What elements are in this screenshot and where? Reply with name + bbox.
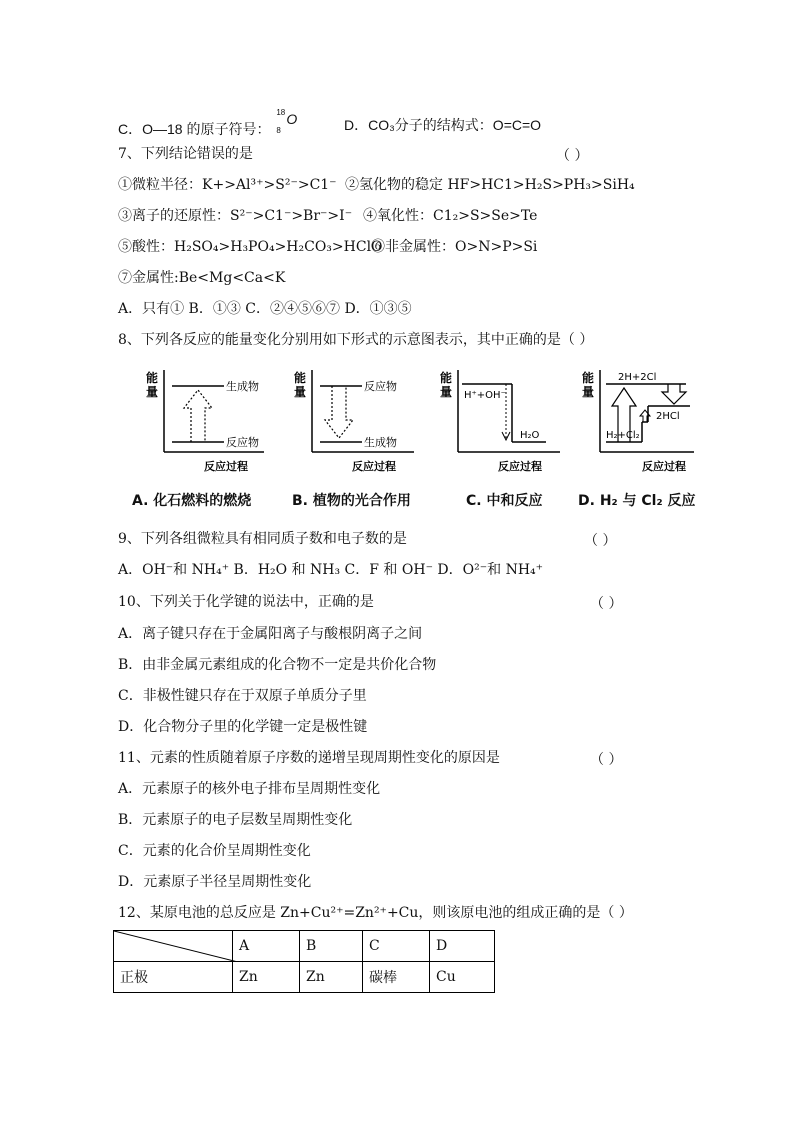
q10-option-b: B．由非金属元素组成的化合物不一定是共价化合物: [118, 657, 437, 673]
q8d-ylabel-1: 能: [582, 371, 595, 385]
q12-diagonal-line: [114, 931, 238, 962]
q8d-down-arrow: [662, 384, 686, 404]
q11-answer-paren: （ ）: [590, 752, 623, 768]
q12-cell-b: Zn: [300, 962, 363, 993]
q10-option-d: D．化合物分子里的化学键一定是极性键: [118, 719, 368, 735]
q12-header-c: C: [363, 931, 430, 962]
q6-mass-number: 18: [276, 108, 286, 117]
q10-option-c: C．非极性键只存在于双原子单质分子里: [118, 688, 367, 704]
q6-isotope-symbol: [274, 108, 300, 135]
q12-data-row: [114, 962, 495, 993]
q8b-bottom-label: 生成物: [364, 436, 397, 449]
q7-statement-7: ⑦金属性:Be<Mg<Ca<K: [118, 270, 286, 286]
q8c-top-label: H⁺+OH⁻: [464, 390, 506, 401]
q12-table: [113, 930, 495, 993]
q11-option-c: C．元素的化合价呈周期性变化: [118, 843, 311, 859]
q9-options: A．OH⁻和 NH₄⁺ B．H₂O 和 NH₃ C．F 和 OH⁻ D．O²⁻和 NH₄⁺: [118, 562, 544, 578]
q10-option-a: A．离子键只存在于金属阳离子与酸根阴离子之间: [118, 626, 423, 642]
q8b-xlabel: 反应过程: [352, 460, 396, 473]
q6-element-symbol: O: [286, 111, 298, 127]
q8d-mid-label: 2HCl: [656, 411, 680, 422]
q11-option-a: A．元素原子的核外电子排布呈周期性变化: [118, 781, 381, 797]
q8d-xlabel: 反应过程: [642, 460, 686, 473]
q12-header-row: [114, 931, 495, 962]
q7-statement-5: ⑤酸性：H₂SO₄>H₃PO₄>H₂CO₃>HClO: [118, 239, 383, 255]
q10-stem: 10、下列关于化学键的说法中，正确的是: [118, 594, 374, 610]
q8a-ylabel-2: 量: [146, 385, 159, 399]
q9-stem: 9、下列各组微粒具有相同质子数和电子数的是: [118, 531, 407, 547]
q8b-down-arrow: [325, 386, 353, 438]
q6-option-d: D．CO₃分子的结构式：O=C=O: [344, 117, 542, 133]
q12-header-b: B: [300, 931, 363, 962]
q8c-bottom-label: H₂O: [520, 430, 540, 441]
q8b-ylabel-2: 量: [294, 385, 307, 399]
q8a-bottom-label: 反应物: [226, 436, 259, 449]
q8-caption-d: D. H₂ 与 Cl₂ 反应: [578, 493, 696, 509]
q8d-ylabel-2: 量: [582, 385, 595, 399]
q12-diagonal-cell: [114, 931, 233, 962]
q7-statement-6: ⑥非金属性：O>N>P>Si: [371, 239, 538, 255]
q7-statement-2: ②氢化物的稳定 HF>HC1>H₂S>PH₃>SiH₄: [345, 177, 635, 193]
q12-header-d: D: [430, 931, 495, 962]
q11-stem: 11、元素的性质随着原子序数的递增呈现周期性变化的原因是: [118, 750, 500, 766]
q7-answer-paren: （ ）: [556, 148, 589, 164]
q11-option-d: D．元素原子半径呈周期性变化: [118, 874, 312, 890]
q8-caption-b: B. 植物的光合作用: [292, 493, 411, 509]
q8d-bottom-label: H₂+Cl₂: [606, 430, 640, 441]
q12-header-a: A: [233, 931, 300, 962]
q8-caption-a: A. 化石燃料的燃烧: [132, 493, 252, 509]
q8-caption-c: C. 中和反应: [466, 493, 543, 509]
q12-cell-c: 碳棒: [363, 962, 430, 993]
q8a-ylabel-1: 能: [146, 371, 159, 385]
q8a-xlabel: 反应过程: [204, 460, 248, 473]
q6-option-c: [118, 108, 300, 138]
q12-row-label: 正极: [114, 962, 233, 993]
q10-answer-paren: （ ）: [590, 596, 623, 612]
q6-option-c-text: C．O—18 的原子符号：: [118, 121, 271, 137]
q6-atomic-number: 8: [276, 126, 281, 135]
q7-statement-4: ④氧化性：C1₂>S>Se>Te: [363, 208, 538, 224]
q8d-top-label: 2H+2Cl: [618, 372, 657, 383]
q8b-top-label: 反应物: [364, 380, 397, 393]
q8c-xlabel: 反应过程: [498, 460, 542, 473]
q8a-up-arrow: [184, 390, 212, 442]
q7-statement-3: ③离子的还原性：S²⁻>C1⁻>Br⁻>I⁻: [118, 208, 353, 224]
q7-stem: 7、下列结论错误的是: [118, 146, 253, 162]
q9-answer-paren: （ ）: [584, 533, 617, 549]
q8-stem: 8、下列各反应的能量变化分别用如下形式的示意图表示，其中正确的是（ ）: [118, 332, 594, 348]
q11-option-b: B．元素原子的电子层数呈周期性变化: [118, 812, 353, 828]
q12-cell-d: Cu: [430, 962, 495, 993]
q12-stem: 12、某原电池的总反应是 Zn+Cu²⁺=Zn²⁺+Cu，则该原电池的组成正确的是（ ）: [118, 905, 633, 921]
q8c-ylabel-1: 能: [440, 371, 453, 385]
q8c-ylabel-2: 量: [440, 385, 453, 399]
q7-options: A．只有① B．①③ C．②④⑤⑥⑦ D．①③⑤: [118, 301, 412, 317]
q12-cell-a: Zn: [233, 962, 300, 993]
q8a-top-label: 生成物: [226, 380, 259, 393]
q8b-ylabel-1: 能: [294, 371, 307, 385]
q7-statement-1: ①微粒半径：K+>Al³⁺>S²⁻>C1⁻: [118, 177, 337, 193]
